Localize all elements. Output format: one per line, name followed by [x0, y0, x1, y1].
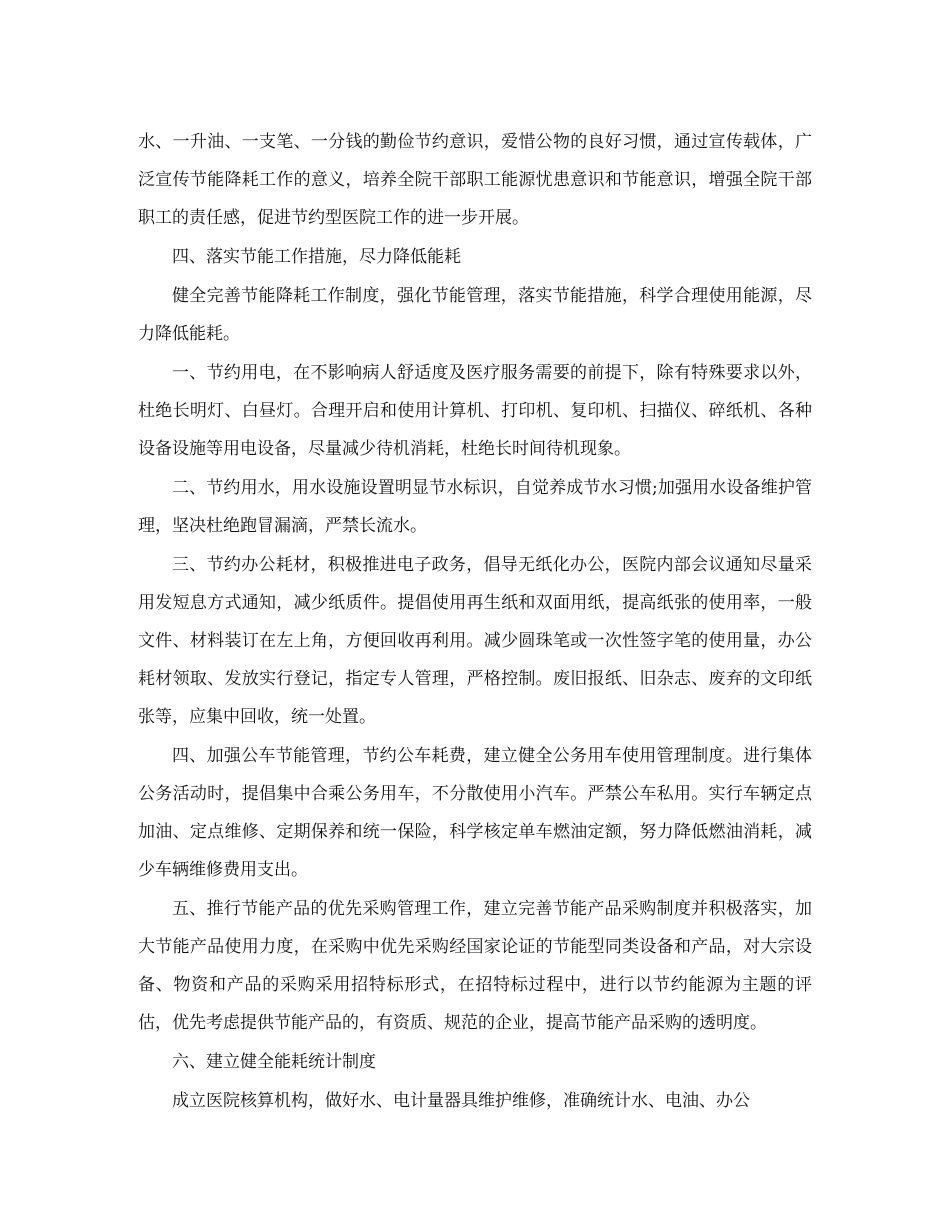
section-heading-implement-measures: 四、落实节能工作措施，尽力降低能耗: [172, 247, 461, 267]
section-heading-statistics: 六、建立健全能耗统计制度: [172, 1052, 376, 1072]
document-body: [138, 123, 812, 1121]
paragraph-accounting: 成立医院核算机构，做好水、电计量器具维护维修，准确统计水、电油、办公: [172, 1091, 750, 1111]
paragraph-vehicle-management: 四、加强公车节能管理，节约公车耗费，建立健全公务用车使用管理制度。进行集体公务活动时，提倡集中合乘公务用车，不分散使用小汽车。严禁公车私用。实行车辆定点加油、定点维修、定期保养和统一保险，科学核定单车燃油定额，努力降低燃油消耗，减少车辆维修费用支出。: [138, 746, 812, 880]
paragraph-continuation: 水、一升油、一支笔、一分钱的勤俭节约意识，爱惜公物的良好习惯，通过宣传载体，广泛宣传节能降耗工作的意义，培养全院干部职工能源忧患意识和节能意识，增强全院干部职工的责任感，促进节约型医院工作的进一步开展。: [138, 132, 812, 228]
paragraph-intro: 健全完善节能降耗工作制度，强化节能管理，落实节能措施，科学合理使用能源，尽力降低能耗。: [138, 286, 812, 344]
paragraph-save-water: 二、节约用水，用水设施设置明显节水标识，自觉养成节水习惯;加强用水设备维护管理，坚决杜绝跑冒漏滴，严禁长流水。: [138, 478, 812, 536]
paragraph-procurement: 五、推行节能产品的优先采购管理工作，建立完善节能产品采购制度并积极落实，加大节能产品使用力度，在采购中优先采购经国家论证的节能型同类设备和产品，对大宗设备、物资和产品的采购采用招特标形式，在招特标过程中，进行以节约能源为主题的评估，优先考虑提供节能产品的，有资质、规范的企业，提高节能产品采购的透明度。: [138, 899, 812, 1033]
paragraph-save-office-supplies: 三、节约办公耗材，积极推进电子政务，倡导无纸化办公，医院内部会议通知尽量采用发短息方式通知，减少纸质件。提倡使用再生纸和双面用纸，提高纸张的使用率，一般文件、材料装订在左上角，方便回收再利用。减少圆珠笔或一次性签字笔的使用量，办公耗材领取、发放实行登记，指定专人管理，严格控制。废旧报纸、旧杂志、废弃的文印纸张等，应集中回收，统一处置。: [138, 555, 812, 727]
paragraph-save-electricity: 一、节约用电，在不影响病人舒适度及医疗服务需要的前提下，除有特殊要求以外，杜绝长明灯、白昼灯。合理开启和使用计算机、打印机、复印机、扫描仪、碎纸机、各种设备设施等用电设备，尽量减少待机消耗，杜绝长时间待机现象。: [138, 363, 812, 459]
